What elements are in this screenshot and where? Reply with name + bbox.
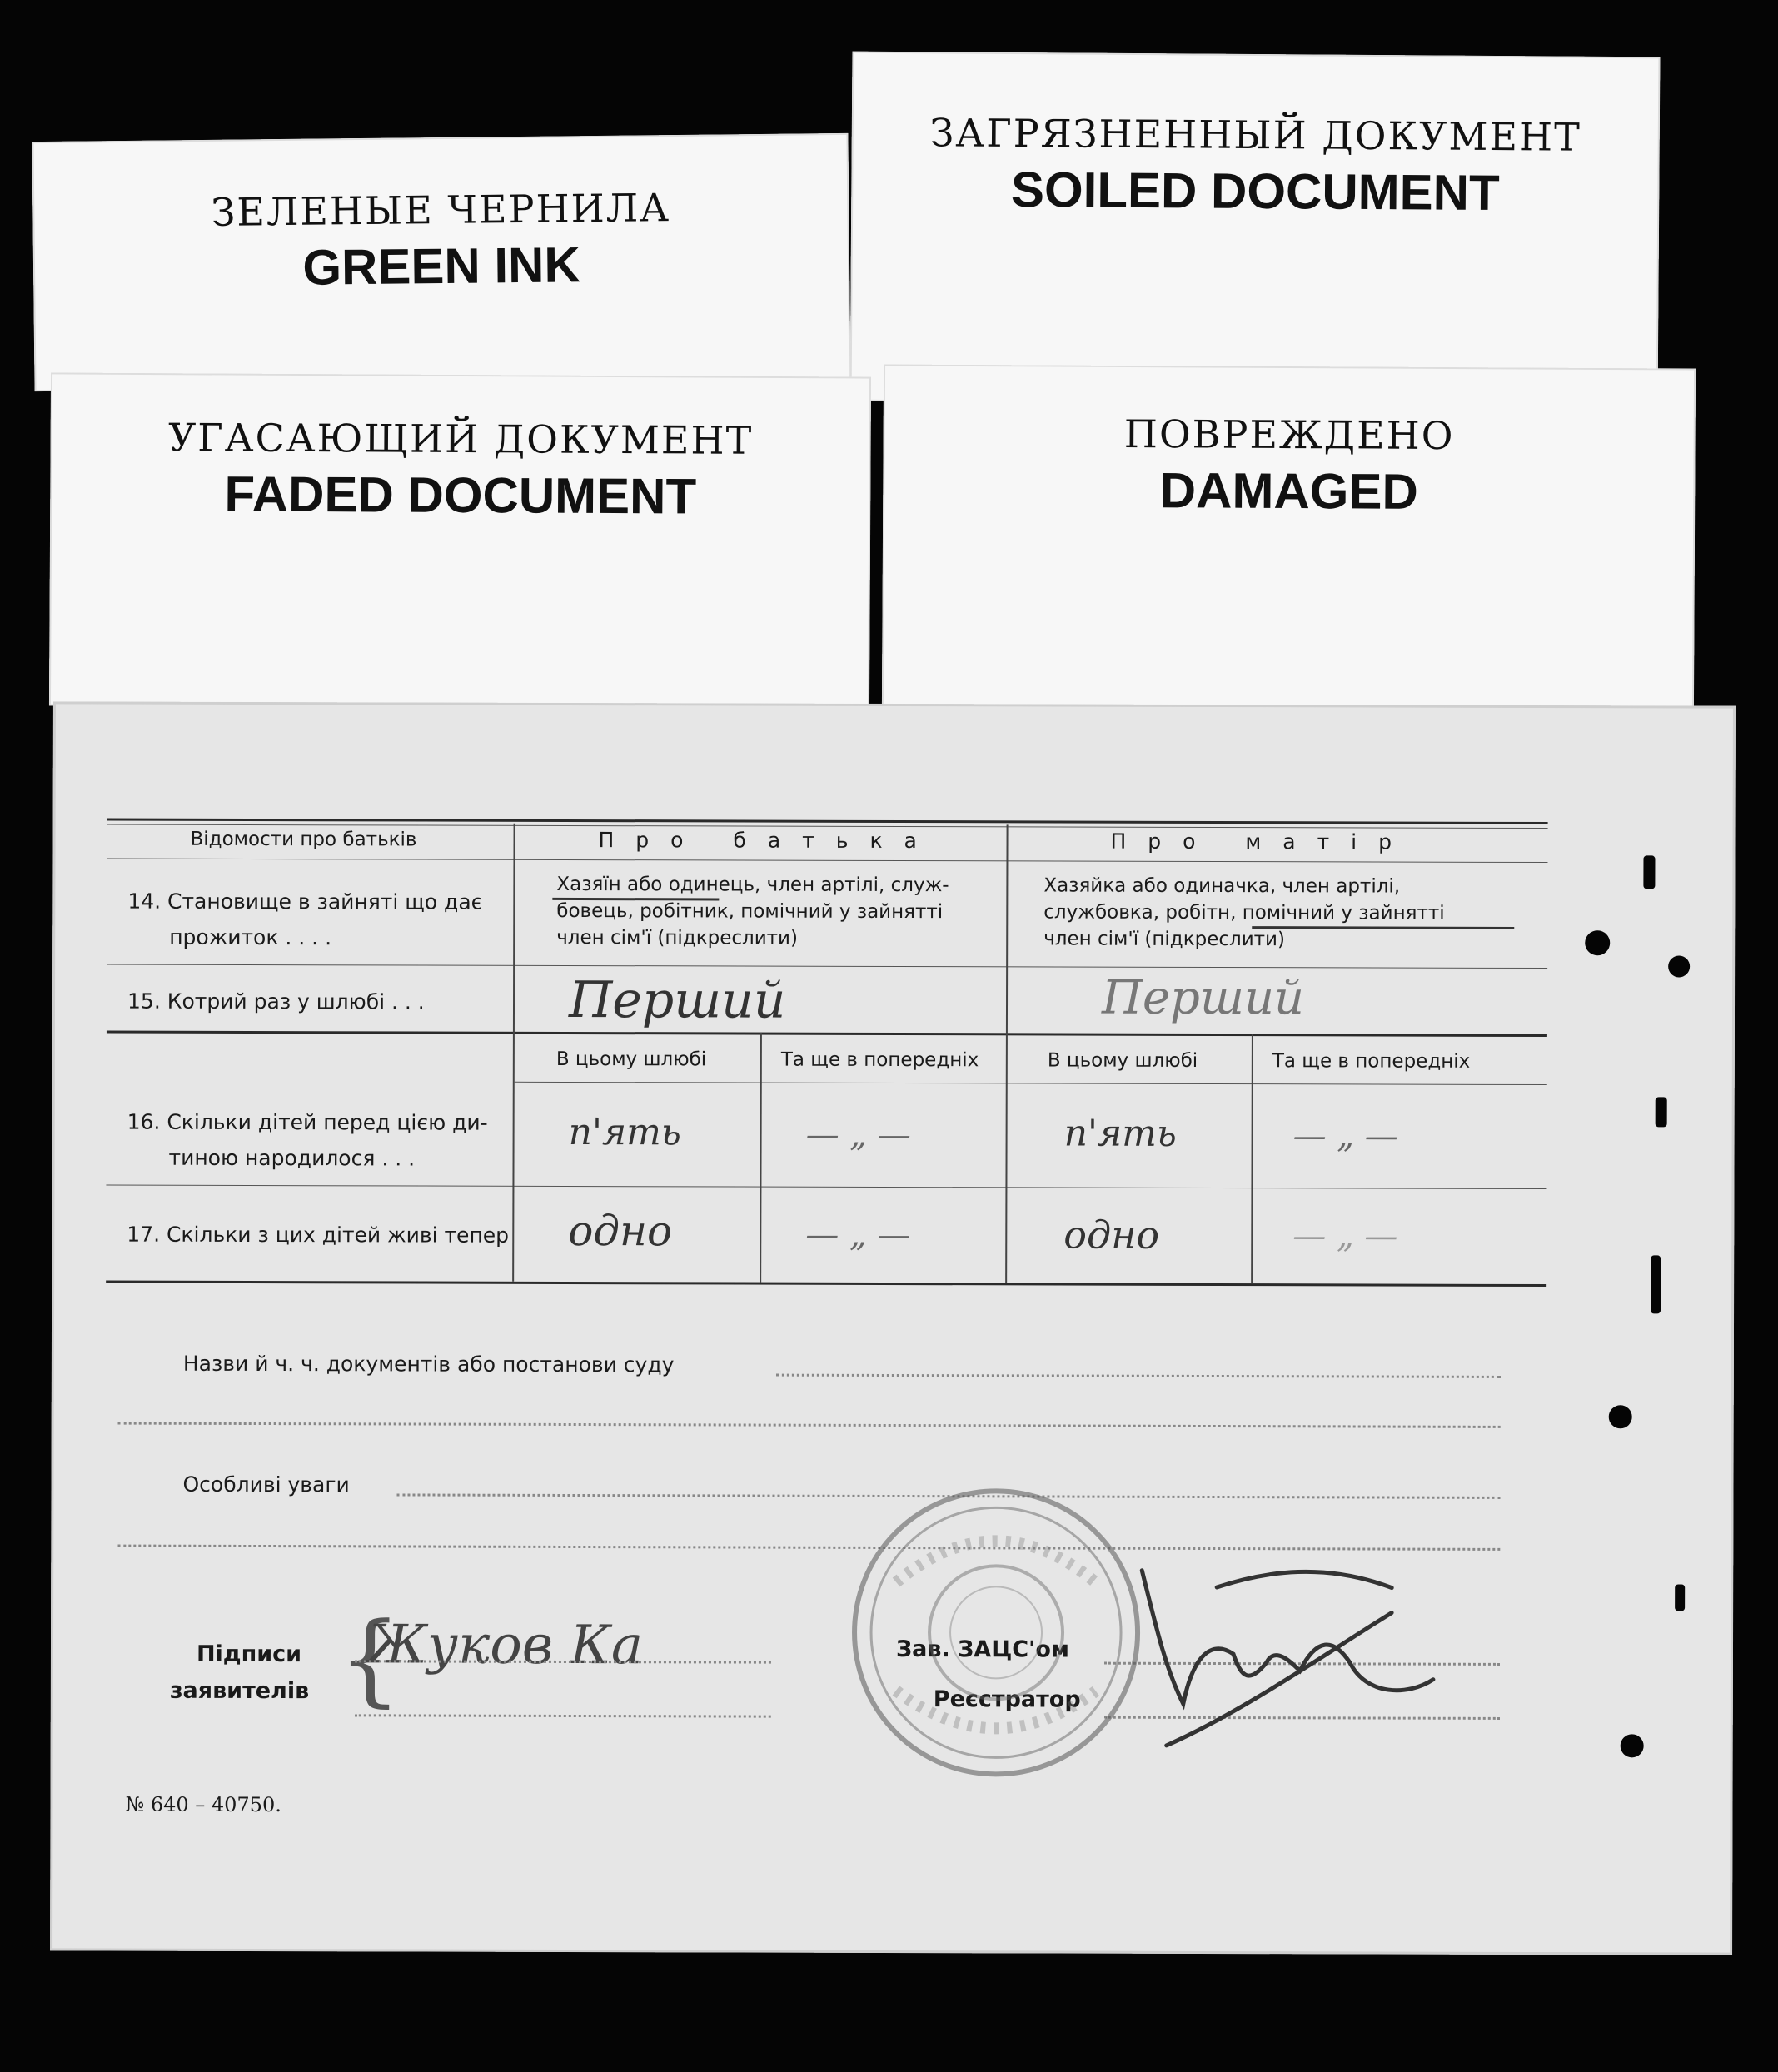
row16-mother-prev-handwritten: — „ — (1292, 1117, 1398, 1156)
label-card-faded-document (49, 372, 871, 710)
signatures-label-line1: Підписи (196, 1641, 302, 1668)
header-parents-info: Відомости про батьків (190, 828, 417, 851)
header-about-father: Про батька (598, 828, 939, 854)
card-title-en: DAMAGED (1159, 462, 1418, 520)
row14-father-line1: Хазяїн або одинець, член артілі, служ- (556, 873, 949, 897)
row17-mother-prev-handwritten: — „ — (1292, 1217, 1398, 1256)
row16-bottom-rule (106, 1185, 1546, 1190)
underline-pomichnyi (1252, 926, 1514, 929)
card-title-en: GREEN INK (302, 237, 581, 296)
subheader-mother-this: В цьому шлюбі (1047, 1049, 1198, 1072)
documents-label: Назви й ч. ч. документів або постанови суду (182, 1351, 675, 1377)
row14-father-line2: бовець, робітник, помічний у зайнятті (556, 899, 944, 924)
row17-mother-this-handwritten: одно (1063, 1212, 1160, 1258)
signatures-brace: { (337, 1601, 402, 1718)
documents-dotted-line-2 (118, 1422, 1501, 1428)
row15-label: 15. Котрий раз у шлюбі . . . (127, 989, 425, 1014)
header-about-mother: Про матір (1110, 829, 1414, 854)
row14-mother-line3: член сім'ї (підкреслити) (1043, 928, 1286, 951)
row14-bottom-rule (107, 964, 1547, 969)
row15-bottom-rule (107, 1031, 1547, 1038)
label-card-damaged (882, 364, 1696, 710)
card-title-ru: УГАСАЮЩИЙ ДОКУМЕНТ (167, 415, 754, 463)
subheader-father-this: В цьому шлюбі (555, 1048, 707, 1071)
card-title-en: FADED DOCUMENT (224, 466, 697, 525)
tear-mark (1643, 855, 1655, 889)
label-card-soiled-document (850, 52, 1661, 407)
row15-father-handwritten: Перший (568, 970, 786, 1030)
row14-mother-line2: службовка, робітн, помічний у зайнятті (1043, 901, 1445, 924)
row16-label-line2: тиною народилося . . . (168, 1145, 416, 1171)
row15-mother-handwritten: Перший (1101, 970, 1305, 1026)
form-print-number: № 640 – 40750. (125, 1792, 281, 1817)
card-title-en: SOILED DOCUMENT (1010, 161, 1500, 222)
tear-mark (1651, 1255, 1661, 1313)
punch-hole (1585, 930, 1610, 955)
registry-form-sheet (50, 701, 1736, 1955)
row16-father-prev-handwritten: — „ — (805, 1115, 911, 1155)
column-divider-mother-sub (1251, 1034, 1253, 1283)
table-bottom-rule (106, 1281, 1546, 1288)
signatures-label-line2: заявителів (169, 1677, 310, 1705)
row14-mother-line1: Хазяйка або одиначка, член артілі, (1043, 874, 1401, 898)
signature-dotted-line-2 (355, 1714, 771, 1717)
row14-label-line1: 14. Становище в зайняті що дає (127, 889, 483, 914)
tear-mark (1656, 1097, 1667, 1127)
label-card-green-ink (32, 133, 850, 391)
row17-father-prev-handwritten: — „ — (805, 1215, 911, 1255)
punch-hole (1609, 1405, 1632, 1428)
punch-hole (1621, 1734, 1644, 1757)
subheader-bottom-rule (515, 1082, 1547, 1085)
head-of-registry-label: Зав. ЗАЦС'ом (895, 1636, 1070, 1663)
registrar-label: Реєстратор (933, 1686, 1081, 1713)
column-divider-father-sub (760, 1033, 762, 1283)
subheader-mother-prev: Та ще в попередніх (1272, 1050, 1471, 1073)
underline-hazyain (552, 898, 719, 901)
row17-father-this-handwritten: одно (568, 1206, 673, 1256)
card-title-ru: ПОВРЕЖДЕНО (1123, 411, 1455, 459)
card-title-ru: ЗАГРЯЗНЕННЫЙ ДОКУМЕНТ (929, 110, 1581, 160)
row16-label-line1: 16. Скільки дітей перед цією ди- (127, 1109, 488, 1135)
table-top-rule (107, 819, 1548, 825)
remarks-label: Особливі уваги (182, 1472, 350, 1497)
card-title-ru: ЗЕЛЕНЫЕ ЧЕРНИЛА (211, 185, 671, 235)
column-divider-2 (1005, 824, 1008, 1283)
row16-mother-this-handwritten: п'ять (1063, 1112, 1177, 1155)
registrar-signature (1117, 1537, 1467, 1771)
header-bottom-rule (107, 859, 1547, 864)
row14-father-line3: член сім'ї (підкреслити) (556, 926, 799, 949)
official-seal-stamp (846, 1482, 1147, 1783)
subheader-father-prev: Та ще в попередніх (780, 1048, 979, 1072)
row16-father-this-handwritten: п'ять (568, 1110, 681, 1154)
punch-hole (1668, 955, 1690, 977)
column-divider-1 (512, 824, 515, 1282)
documents-dotted-line (776, 1374, 1501, 1378)
applicant-signature-handwritten: Жуков Ка (366, 1614, 644, 1677)
row17-label: 17. Скільки з цих дітей живі тепер (127, 1222, 510, 1248)
row14-label-line2: прожиток . . . . (169, 924, 332, 950)
tear-mark (1675, 1584, 1685, 1611)
